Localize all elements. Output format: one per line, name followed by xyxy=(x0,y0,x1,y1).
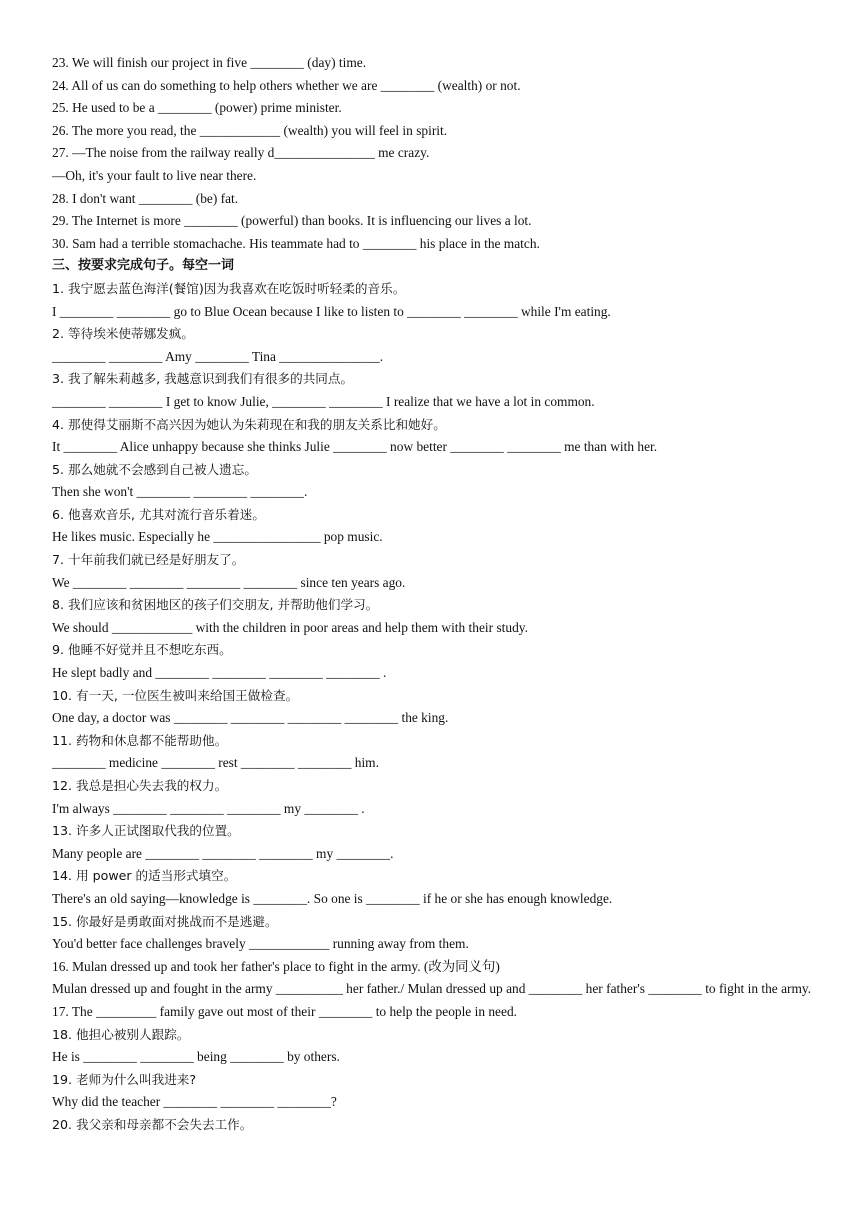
answer-line: —Oh, it's your fault to live near there. xyxy=(52,167,257,183)
answer-line: ________ ________ I get to know Julie, ________ ________ I realize that we have a lot in common. xyxy=(52,393,595,409)
answer-line: It ________ Alice unhappy because she thinks Julie ________ now better ________ ________ me than with her. xyxy=(52,439,658,455)
question-prompt: 8. 我们应该和贫困地区的孩子们交朋友, 并帮助他们学习。 xyxy=(52,597,379,613)
answer-line: 29. The Internet is more ________ (powerful) than books. It is influencing our lives a lot. xyxy=(52,213,532,229)
answer-line: There's an old saying—knowledge is ________. So one is ________ if he or she has enough knowledge. xyxy=(52,890,613,906)
answer-line: I'm always ________ ________ ________ my ________ . xyxy=(52,800,365,816)
answer-line: Why did the teacher ________ ________ ________? xyxy=(52,1094,337,1110)
question-prompt: 12. 我总是担心失去我的权力。 xyxy=(52,778,228,793)
answer-line: 25. He used to be a ________ (power) prime minister. xyxy=(52,100,342,116)
answer-line: 16. Mulan dressed up and took her father's place to fight in the army. (改为同义句) xyxy=(52,958,500,974)
question-prompt: 2. 等待埃米使蒂娜发疯。 xyxy=(52,326,194,342)
answer-line: One day, a doctor was ________ ________ ________ ________ the king. xyxy=(52,710,449,726)
answer-line: 28. I don't want ________ (be) fat. xyxy=(52,190,239,206)
answer-line: 30. Sam had a terrible stomachache. His teammate had to ________ his place in the match. xyxy=(52,235,540,251)
question-prompt: 10. 有一天, 一位医生被叫来给国王做检查。 xyxy=(52,687,299,703)
answer-line: We should ____________ with the children in poor areas and help them with their study. xyxy=(52,619,528,635)
answer-line: We ________ ________ ________ ________ since ten years ago. xyxy=(52,574,406,590)
answer-line: He likes music. Especially he ________________ pop music. xyxy=(52,529,383,545)
question-prompt: 13. 许多人正试图取代我的位置。 xyxy=(52,823,240,839)
question-prompt: 15. 你最好是勇敢面对挑战而不是逃避。 xyxy=(52,913,278,929)
question-prompt: 4. 那使得艾丽斯不高兴因为她认为朱莉现在和我的朋友关系比和她好。 xyxy=(52,416,446,432)
answer-line: 24. All of us can do something to help others whether we are ________ (wealth) or not. xyxy=(52,77,521,93)
answer-line: ________ ________ Amy ________ Tina _______________. xyxy=(52,348,384,364)
answer-line: ________ medicine ________ rest ________ ________ him. xyxy=(52,755,379,771)
answer-line: 17. The _________ family gave out most of their ________ to help the people in need. xyxy=(52,1003,517,1019)
question-prompt: 9. 他睡不好觉并且不想吃东西。 xyxy=(52,642,232,658)
question-prompt: 11. 药物和休息都不能帮助他。 xyxy=(52,732,228,748)
worksheet-page xyxy=(52,52,822,1137)
question-prompt: 18. 他担心被别人跟踪。 xyxy=(52,1026,190,1042)
answer-line: He is ________ ________ being ________ by others. xyxy=(52,1049,340,1065)
answer-line: Then she won't ________ ________ ________. xyxy=(52,484,308,500)
question-prompt: 5. 那么她就不会感到自己被人遗忘。 xyxy=(52,461,257,477)
answer-line: 23. We will finish our project in five ________ (day) time. xyxy=(52,55,367,70)
answer-line: Many people are ________ ________ ________ my ________. xyxy=(52,845,394,861)
answer-line: Mulan dressed up and fought in the army __________ her father./ Mulan dressed up and ________ her father's ________ to fight in the army. xyxy=(52,981,812,997)
question-prompt: 14. 用 power 的适当形式填空。 xyxy=(52,868,237,884)
answer-line: He slept badly and ________ ________ ________ ________ . xyxy=(52,665,387,681)
question-prompt: 3. 我了解朱莉越多, 我越意识到我们有很多的共同点。 xyxy=(52,371,354,387)
question-prompt: 7. 十年前我们就已经是好朋友了。 xyxy=(52,552,245,568)
answer-line: 27. —The noise from the railway really d_______________ me crazy. xyxy=(52,145,430,161)
question-prompt: 6. 他喜欢音乐, 尤其对流行音乐着迷。 xyxy=(52,506,265,522)
answer-line: You'd better face challenges bravely ____________ running away from them. xyxy=(52,936,469,952)
answer-line: 26. The more you read, the ____________ (wealth) you will feel in spirit. xyxy=(52,122,448,138)
answer-line: I ________ ________ go to Blue Ocean because I like to listen to ________ ________ while I'm eating. xyxy=(52,303,611,319)
question-prompt: 20. 我父亲和母亲都不会失去工作。 xyxy=(52,1116,253,1132)
question-prompt: 19. 老师为什么叫我进来? xyxy=(52,1071,197,1087)
section-heading: 三、按要求完成句子。每空一词 xyxy=(52,258,235,274)
question-prompt: 1. 我宁愿去蓝色海洋(餐馆)因为我喜欢在吃饭时听轻柔的音乐。 xyxy=(52,280,406,296)
